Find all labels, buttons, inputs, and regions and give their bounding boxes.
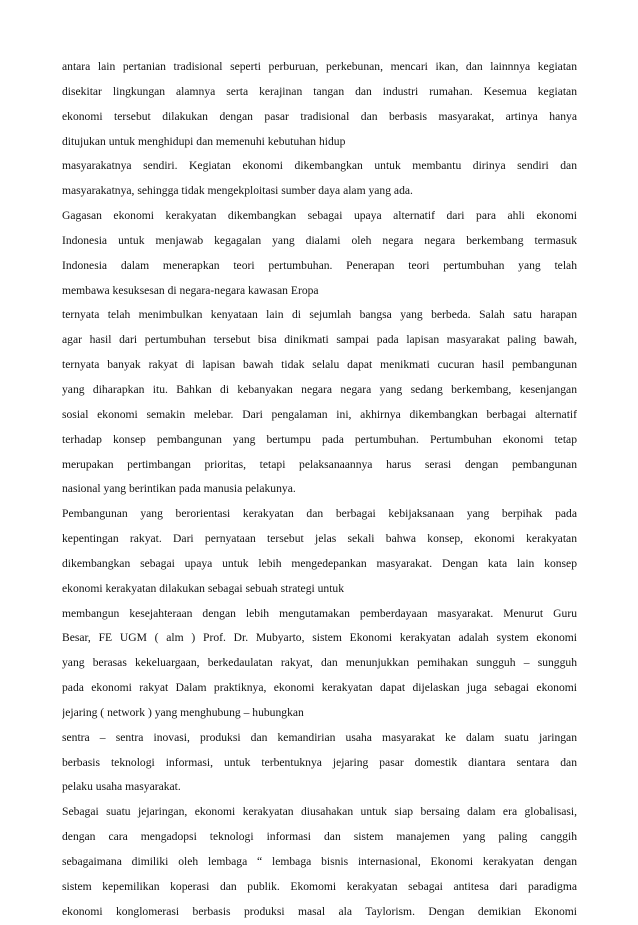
text-line: Besar, FE UGM ( alm ) Prof. Dr. Mubyarto, sistem Ekonomi kerakyatan adalah system ekonomi (62, 631, 577, 645)
text-line: ditujukan untuk menghidupi dan memenuhi kebutuhan hidup (62, 134, 346, 148)
text-line: pelaku usaha masyarakat. (62, 780, 181, 794)
text-line: sentra – sentra inovasi, produksi dan kemandirian usaha masyarakat ke dalam suatu jaringan (62, 730, 577, 744)
text-line: ekonomi tersebut dilakukan dengan pasar tradisional dan berbasis masyarakat, artinya hanya (62, 109, 577, 123)
text-line: sistem kepemilikan koperasi dan publik. Ekomomi kerakyatan sebagai antitesa dari paradigma (62, 879, 577, 893)
text-line: yang diharapkan itu. Bahkan di kebanyakan negara negara yang sedang berkembang, kesenjangan (62, 382, 577, 396)
text-line: Sebagai suatu jejaringan, ekonomi kerakyatan diusahakan untuk siap bersaing dalam era globalisasi, (62, 805, 577, 819)
text-line: disekitar lingkungan alamnya serta kerajinan tangan dan industri rumahan. Kesemua kegiatan (62, 84, 577, 98)
text-line: sebagaimana dimiliki oleh lembaga “ lembaga bisnis internasional, Ekonomi kerakyatan dengan (62, 855, 577, 868)
text-line: membangun kesejahteraan dengan lebih mengutamakan pemberdayaan masyarakat. Menurut Guru (62, 606, 577, 620)
text-line: agar hasil dari pertumbuhan tersebut bisa dinikmati sampai pada lapisan masyarakat paling bawah, (62, 333, 577, 347)
text-line: pada ekonomi rakyat Dalam praktiknya, ekonomi kerakyatan dapat dijelaskan juga sebagai ekonomi (62, 681, 577, 695)
text-line: kepentingan rakyat. Dari pernyataan tersebut jelas sekali bahwa konsep, ekonomi kerakyatan (62, 532, 577, 546)
text-line: dikembangkan sebagai upaya untuk lebih mengedepankan masyarakat. Dengan kata lain konsep (62, 556, 577, 570)
text-line: nasional yang berintikan pada manusia pelakunya. (62, 482, 296, 496)
text-line: Indonesia untuk menjawab kegagalan yang dialami oleh negara negara berkembang termasuk (62, 233, 577, 247)
text-line: yang berasas kekeluargaan, berkedaulatan rakyat, dan menunjukkan pemihakan sungguh – sungguh (62, 656, 577, 670)
document-page (62, 55, 577, 925)
text-line: ternyata banyak rakyat di lapisan bawah tidak selalu dapat menikmati cucuran hasil pembangunan (62, 358, 577, 372)
text-line: ternyata telah menimbulkan kenyataan lain di sejumlah bangsa yang berbeda. Salah satu harapan (62, 308, 577, 322)
text-line: berbasis teknologi informasi, untuk terbentuknya jejaring pasar domestik diantara sentara dan (62, 755, 577, 769)
text-line: ekonomi kerakyatan dilakukan sebagai sebuah strategi untuk (62, 581, 345, 595)
text-line: membawa kesuksesan di negara-negara kawasan Eropa (62, 283, 319, 297)
text-line: ekonomi konglomerasi berbasis produksi masal ala Taylorism. Dengan demikian Ekonomi (62, 904, 577, 918)
text-line: dengan cara mengadopsi teknologi informasi dan sistem manajemen yang paling canggih (62, 830, 577, 844)
text-line: jejaring ( network ) yang menghubung – hubungkan (62, 705, 304, 719)
text-line: Gagasan ekonomi kerakyatan dikembangkan sebagai upaya alternatif dari para ahli ekonomi (62, 209, 577, 223)
text-line: antara lain pertanian tradisional seperti perburuan, perkebunan, mencari ikan, dan lainnnya kegiatan (62, 60, 577, 73)
text-line: merupakan pertimbangan prioritas, tetapi pelaksanaannya harus serasi dengan pembangunan (62, 457, 577, 471)
text-line: Pembangunan yang berorientasi kerakyatan dan berbagai kebijaksanaan yang berpihak pada (62, 507, 577, 521)
text-line: terhadap konsep pembangunan yang bertumpu pada pertumbuhan. Pertumbuhan ekonomi tetap (62, 432, 577, 446)
text-line: masyarakatnya, sehingga tidak mengekploitasi sumber daya alam yang ada. (62, 184, 413, 198)
text-line: sosial ekonomi semakin melebar. Dari pengalaman ini, akhirnya dikembangkan berbagai alternatif (62, 407, 577, 421)
text-line: masyarakatnya sendiri. Kegiatan ekonomi dikembangkan untuk membantu dirinya sendiri dan (62, 159, 577, 173)
text-line: Indonesia dalam menerapkan teori pertumbuhan. Penerapan teori pertumbuhan yang telah (62, 258, 577, 272)
